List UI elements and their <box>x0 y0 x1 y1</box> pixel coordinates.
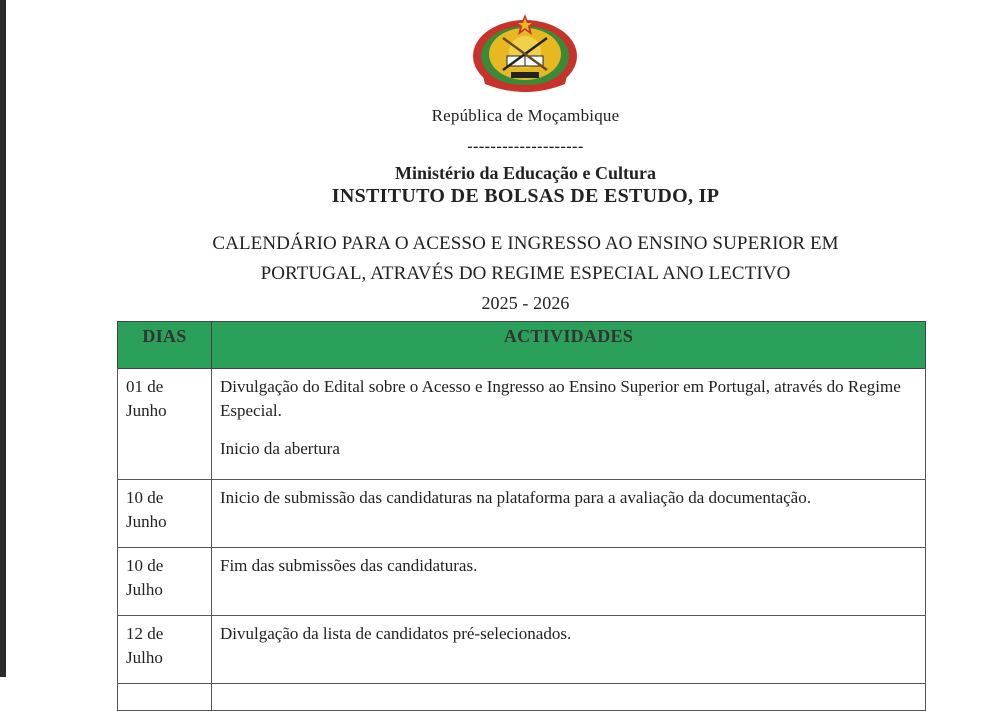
activity-extra-text: Inicio da abertura <box>220 439 340 458</box>
day-cell <box>118 616 212 684</box>
day-month: Julho <box>126 648 163 667</box>
column-header-dias: DIAS <box>118 322 212 369</box>
day-number: 12 de <box>126 624 164 643</box>
activity-cell <box>212 548 926 616</box>
scan-edge-border <box>0 0 6 677</box>
day-month: Junho <box>126 512 167 531</box>
day-month: Julho <box>126 580 163 599</box>
day-number: 10 de <box>126 488 164 507</box>
activity-cell <box>212 616 926 684</box>
document-title-line-1: CALENDÁRIO PARA O ACESSO E INGRESSO AO ENSINO SUPERIOR EM <box>212 233 839 254</box>
day-cell <box>118 480 212 548</box>
calendar-table <box>117 321 926 711</box>
activity-text: Divulgação da lista de candidatos pré-selecionados. <box>220 624 572 643</box>
academic-year: 2025 - 2026 <box>481 293 570 313</box>
table-row <box>118 369 926 480</box>
activity-text: Divulgação do Edital sobre o Acesso e Ingresso ao Ensino Superior em Portugal, através do Regime Especial. <box>220 377 901 420</box>
day-cell <box>118 684 212 711</box>
day-number: 01 de <box>126 377 164 396</box>
coat-of-arms-icon <box>469 12 581 94</box>
activity-cell <box>212 480 926 548</box>
document-title-line-2: PORTUGAL, ATRAVÉS DO REGIME ESPECIAL ANO LECTIVO <box>260 263 791 284</box>
table-row-partial <box>118 684 926 711</box>
table-row <box>118 548 926 616</box>
activity-text: Fim das submissões das candidaturas. <box>220 556 478 575</box>
day-cell <box>118 369 212 480</box>
institute-name: INSTITUTO DE BOLSAS DE ESTUDO, IP <box>331 185 720 207</box>
country-name: República de Moçambique <box>431 106 620 125</box>
day-month: Junho <box>126 401 167 420</box>
activity-text: Inicio de submissão das candidaturas na plataforma para a avaliação da documentação. <box>220 488 811 507</box>
table-row <box>118 616 926 684</box>
table-header-row <box>118 322 926 369</box>
column-header-actividades: ACTIVIDADES <box>212 322 926 369</box>
ministry-name: Ministério da Educação e Cultura <box>395 163 656 183</box>
table-row <box>118 480 926 548</box>
day-cell <box>118 548 212 616</box>
activity-cell <box>212 684 926 711</box>
day-number: 10 de <box>126 556 164 575</box>
separator-line: -------------------- <box>467 138 584 155</box>
activity-cell <box>212 369 926 480</box>
